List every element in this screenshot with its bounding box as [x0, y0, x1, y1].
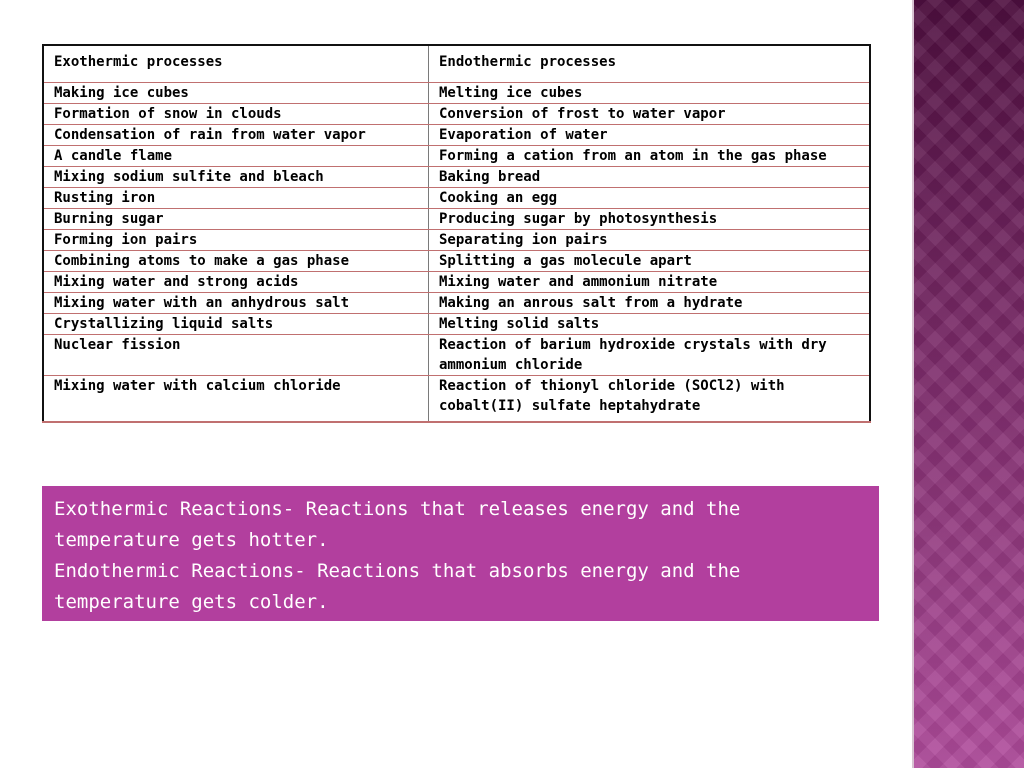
exothermic-cell: Condensation of rain from water vapor: [43, 125, 429, 146]
exothermic-cell: Crystallizing liquid salts: [43, 314, 429, 335]
header-exothermic: Exothermic processes: [43, 45, 429, 83]
endothermic-cell: Reaction of thionyl chloride (SOCl2) with cobalt(II) sulfate heptahydrate: [429, 376, 871, 423]
endothermic-cell: Melting solid salts: [429, 314, 871, 335]
exothermic-cell: A candle flame: [43, 146, 429, 167]
exothermic-cell: Combining atoms to make a gas phase: [43, 251, 429, 272]
table-row: [43, 272, 870, 293]
table-row: [43, 167, 870, 188]
table-row: [43, 335, 870, 376]
table-row: [43, 104, 870, 125]
exothermic-cell: Mixing water and strong acids: [43, 272, 429, 293]
endothermic-cell: Splitting a gas molecule apart: [429, 251, 871, 272]
endothermic-cell: Mixing water and ammonium nitrate: [429, 272, 871, 293]
exothermic-cell: Formation of snow in clouds: [43, 104, 429, 125]
endothermic-cell: Melting ice cubes: [429, 83, 871, 104]
exothermic-cell: Rusting iron: [43, 188, 429, 209]
endothermic-cell: Baking bread: [429, 167, 871, 188]
table-header-row: [43, 45, 870, 83]
table-row: [43, 314, 870, 335]
endothermic-cell: Forming a cation from an atom in the gas phase: [429, 146, 871, 167]
endothermic-definition: Endothermic Reactions- Reactions that absorbs energy and the temperature gets colder.: [54, 560, 741, 613]
table-row: [43, 125, 870, 146]
processes-table: [42, 44, 871, 423]
exothermic-cell: Mixing water with calcium chloride: [43, 376, 429, 423]
exothermic-cell: Mixing sodium sulfite and bleach: [43, 167, 429, 188]
decorative-side-band: [912, 0, 1024, 768]
table-row: [43, 251, 870, 272]
exothermic-definition: Exothermic Reactions- Reactions that releases energy and the temperature gets hotter.: [54, 498, 741, 551]
table-row: [43, 209, 870, 230]
exothermic-cell: Nuclear fission: [43, 335, 429, 376]
table-row: [43, 146, 870, 167]
table-row: [43, 376, 870, 423]
endothermic-cell: Separating ion pairs: [429, 230, 871, 251]
exothermic-cell: Mixing water with an anhydrous salt: [43, 293, 429, 314]
table-row: [43, 230, 870, 251]
exothermic-cell: Forming ion pairs: [43, 230, 429, 251]
table-row: [43, 188, 870, 209]
endothermic-cell: Conversion of frost to water vapor: [429, 104, 871, 125]
endothermic-cell: Cooking an egg: [429, 188, 871, 209]
endothermic-cell: Making an anrous salt from a hydrate: [429, 293, 871, 314]
endothermic-cell: Reaction of barium hydroxide crystals with dry ammonium chloride: [429, 335, 871, 376]
exothermic-cell: Making ice cubes: [43, 83, 429, 104]
endothermic-cell: Evaporation of water: [429, 125, 871, 146]
exothermic-cell: Burning sugar: [43, 209, 429, 230]
endothermic-cell: Producing sugar by photosynthesis: [429, 209, 871, 230]
header-endothermic: Endothermic processes: [429, 45, 871, 83]
table-row: [43, 293, 870, 314]
definitions-box: [42, 486, 879, 621]
table-row: [43, 83, 870, 104]
